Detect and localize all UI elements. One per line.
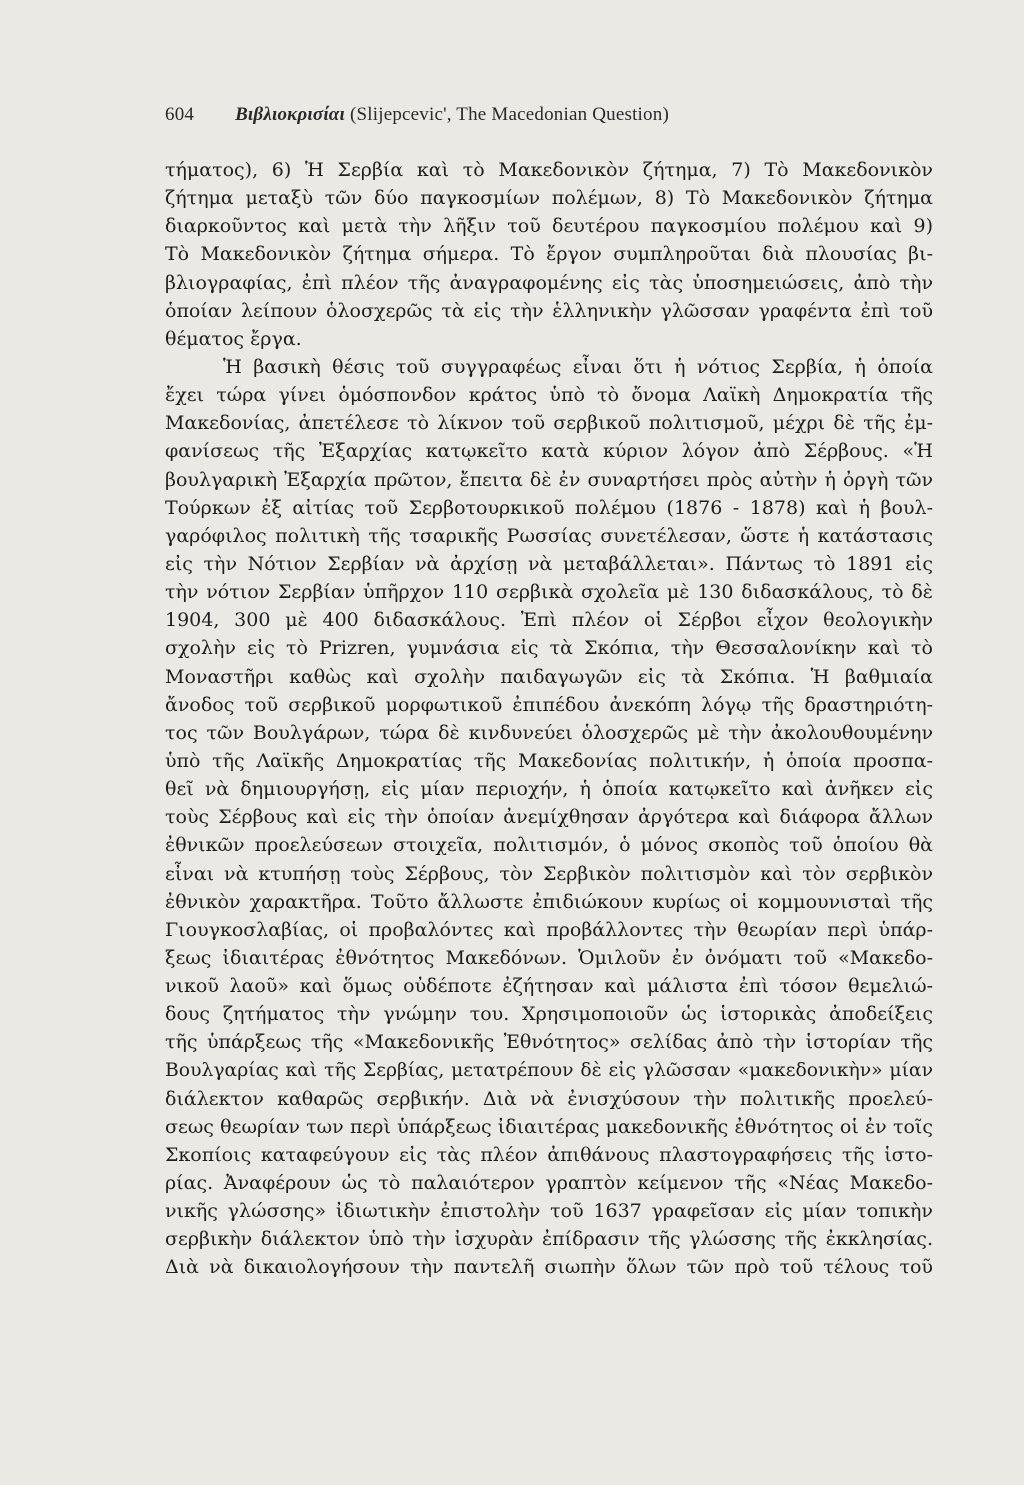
text-line: τήματος), 6) Ἡ Σερβία καὶ τὸ Μακεδονικὸν ζήτημα, 7) Τὸ Μακεδονικὸν — [165, 159, 933, 181]
text-line: θεῖ νὰ δημιουργήσῃ, εἰς μίαν περιοχήν, ἡ ὁποία κατῳκεῖτο καὶ ἀνῆκεν εἰς — [165, 778, 933, 801]
text-line: σερβικὴν διάλεκτον ὑπὸ τὴν ἰσχυρὰν ἐπίδρασιν τῆς γλώσσης τῆς ἐκκλησίας. — [165, 1228, 933, 1251]
text-line: τος τῶν Βουλγάρων, τώρα δὲ κινδυνεύει ὁλοσχερῶς μὲ τὴν ἀκολουθουμένην — [165, 721, 933, 744]
text-line: ἔχει τώρα γίνει ὁμόσπονδον κράτος ὑπὸ τὸ ὄνομα Λαϊκὴ Δημοκρατία τῆς — [165, 384, 933, 407]
text-line: ἄνοδος τοῦ σερβικοῦ μορφωτικοῦ ἐπιπέδου ἀνεκόπη λόγῳ τῆς δραστηριότη- — [165, 693, 933, 716]
section-title: Βιβλιοκρισίαι — [235, 104, 346, 125]
text-line: βλιογραφίας, ἐπὶ πλέον τῆς ἀναγραφομένης εἰς τὰς ὑποσημειώσεις, ἀπὸ τὴν — [165, 271, 933, 294]
text-line: τὴν νότιον Σερβίαν ὑπῆρχον 110 σερβικὰ σχολεῖα μὲ 130 διδασκάλους, τὸ δὲ — [165, 581, 933, 604]
text-line: ζήτημα μεταξὺ τῶν δύο παγκοσμίων πολέμων, 8) Τὸ Μακεδονικὸν ζήτημα — [165, 187, 933, 210]
text-line: βουλγαρικὴ Ἐξαρχία πρῶτον, ἔπειτα δὲ ἐν συναρτήσει πρὸς αὐτὴν ἡ ὀργὴ τῶν — [165, 468, 933, 491]
text-line: διάλεκτον καθαρῶς σερβικήν. Διὰ νὰ ἐνισχύσουν τὴν πολιτικῆς προελεύ- — [165, 1087, 933, 1110]
text-line: Τούρκων ἐξ αἰτίας τοῦ Σερβοτουρκικοῦ πολέμου (1876 - 1878) καὶ ἡ βουλ- — [165, 496, 933, 519]
book-reference: (Slijepcevic', The Macedonian Question) — [349, 104, 669, 125]
text-line: ὁποίαν λείπουν ὁλοσχερῶς τὰ εἰς τὴν ἑλληνικὴν γλῶσσαν γραφέντα ἐπὶ τοῦ — [165, 299, 933, 322]
text-line: 1904, 300 μὲ 400 διδασκάλους. Ἐπὶ πλέον οἱ Σέρβοι εἶχον θεολογικὴν — [165, 609, 933, 632]
text-line: εἶναι νὰ κτυπήσῃ τοὺς Σέρβους, τὸν Σερβικὸν πολιτισμὸν καὶ τὸν σερβικὸν — [165, 862, 933, 885]
text-line: Μοναστῆρι καθὼς καὶ σχολὴν παιδαγωγῶν εἰς τὰ Σκόπια. Ἡ βαθμιαία — [165, 665, 933, 688]
text-line: φανίσεως τῆς Ἐξαρχίας κατῳκεῖτο κατὰ κύριον λόγον ἀπὸ Σέρβους. «Ἡ — [165, 440, 933, 463]
text-line: Γιουγκοσλαβίας, οἱ προβαλόντες καὶ προβάλλοντες τὴν θεωρίαν περὶ ὑπάρ- — [165, 918, 933, 941]
text-line: ὑπὸ τῆς Λαϊκῆς Δημοκρατίας τῆς Μακεδονίας πολιτικήν, ἡ ὁποία προσπα- — [165, 749, 933, 772]
page-number: 604 — [165, 104, 195, 125]
text-line: τῆς ὑπάρξεως τῆς «Μακεδονικῆς Ἐθνότητος» σελίδας ἀπὸ τὴν ἱστορίαν τῆς — [165, 1031, 933, 1054]
text-line: ρίας. Ἀναφέρουν ὡς τὸ παλαιότερον γραπτὸν κείμενον τῆς «Νέας Μακεδο- — [165, 1172, 933, 1195]
text-line: ξεως ἰδιαιτέρας ἐθνότητος Μακεδόνων. Ὁμιλοῦν ἐν ὀνόματι τοῦ «Μακεδο- — [165, 946, 933, 969]
text-line: νικοῦ λαοῦ» καὶ ὅμως οὐδέποτε ἐζήτησαν καὶ μάλιστα ἐπὶ τόσον θεμελιώ- — [165, 975, 933, 998]
text-line: γαρόφιλος πολιτικὴ τῆς τσαρικῆς Ρωσσίας συνετέλεσαν, ὥστε ἡ κατάστασις — [165, 524, 933, 547]
text-line: σεως θεωρίαν των περὶ ὑπάρξεως ἰδιαιτέρας μακεδονικῆς ἐθνότητος οἱ ἐν τοῖς — [165, 1115, 933, 1138]
body-text — [165, 156, 933, 1282]
text-line: Τὸ Μακεδονικὸν ζήτημα σήμερα. Τὸ ἔργον συμπληροῦται διὰ πλουσίας βι- — [165, 243, 933, 266]
text-line: δους ζητήματος τὴν γνώμην του. Χρησιμοποιοῦν ὡς ἱστορικὰς ἀποδείξεις — [165, 1003, 933, 1026]
text-line: σχολὴν εἰς τὸ Prizren, γυμνάσια εἰς τὰ Σκόπια, τὴν Θεσσαλονίκην καὶ τὸ — [165, 637, 933, 660]
text-line: Σκοπίοις καταφεύγουν εἰς τὰς πλέον ἀπιθάνους πλαστογραφήσεις τῆς ἱστο- — [165, 1143, 933, 1166]
paragraph-start: Ἡ βασικὴ θέσις τοῦ συγγραφέως εἶναι ὅτι ἡ νότιος Σερβία, ἡ ὁποία — [223, 355, 933, 378]
text-line: Διὰ νὰ δικαιολογήσουν τὴν παντελῆ σιωπὴν ὅλων τῶν πρὸ τοῦ τέλους τοῦ — [165, 1256, 933, 1279]
text-line: διαρκοῦντος καὶ μετὰ τὴν λῆξιν τοῦ δευτέρου παγκοσμίου πολέμου καὶ 9) — [165, 215, 933, 238]
text-line: νικῆς γλώσσης» ἰδιωτικὴν ἐπιστολὴν τοῦ 1637 γραφεῖσαν εἰς μίαν τοπικὴν — [165, 1200, 933, 1223]
text-line: εἰς τὴν Νότιον Σερβίαν νὰ ἀρχίσῃ νὰ μεταβάλλεται». Πάντως τὸ 1891 εἰς — [165, 552, 933, 575]
running-header — [165, 104, 865, 126]
text-line: ἐθνικὸν χαρακτῆρα. Τοῦτο ἄλλωστε ἐπιδιώκουν κυρίως οἱ κομμουνισταὶ τῆς — [165, 890, 933, 913]
text-line: Βουλγαρίας καὶ τῆς Σερβίας, μετατρέπουν δὲ εἰς γλῶσσαν «μακεδονικὴν» μίαν — [165, 1059, 933, 1081]
text-line: ἐθνικῶν προελεύσεων στοιχεῖα, πολιτισμόν, ὁ μόνος σκοπὸς τοῦ ὁποίου θὰ — [165, 834, 933, 857]
text-line: τοὺς Σέρβους καὶ εἰς τὴν ὁποίαν ἀνεμίχθησαν ἀργότερα καὶ διάφορα ἄλλων — [165, 806, 933, 829]
text-line: Μακεδονίας, ἀπετέλεσε τὸ λίκνον τοῦ σερβικοῦ πολιτισμοῦ, μέχρι δὲ τῆς ἐμ- — [165, 412, 933, 435]
text-line: θέματος ἔργα. — [165, 327, 302, 350]
